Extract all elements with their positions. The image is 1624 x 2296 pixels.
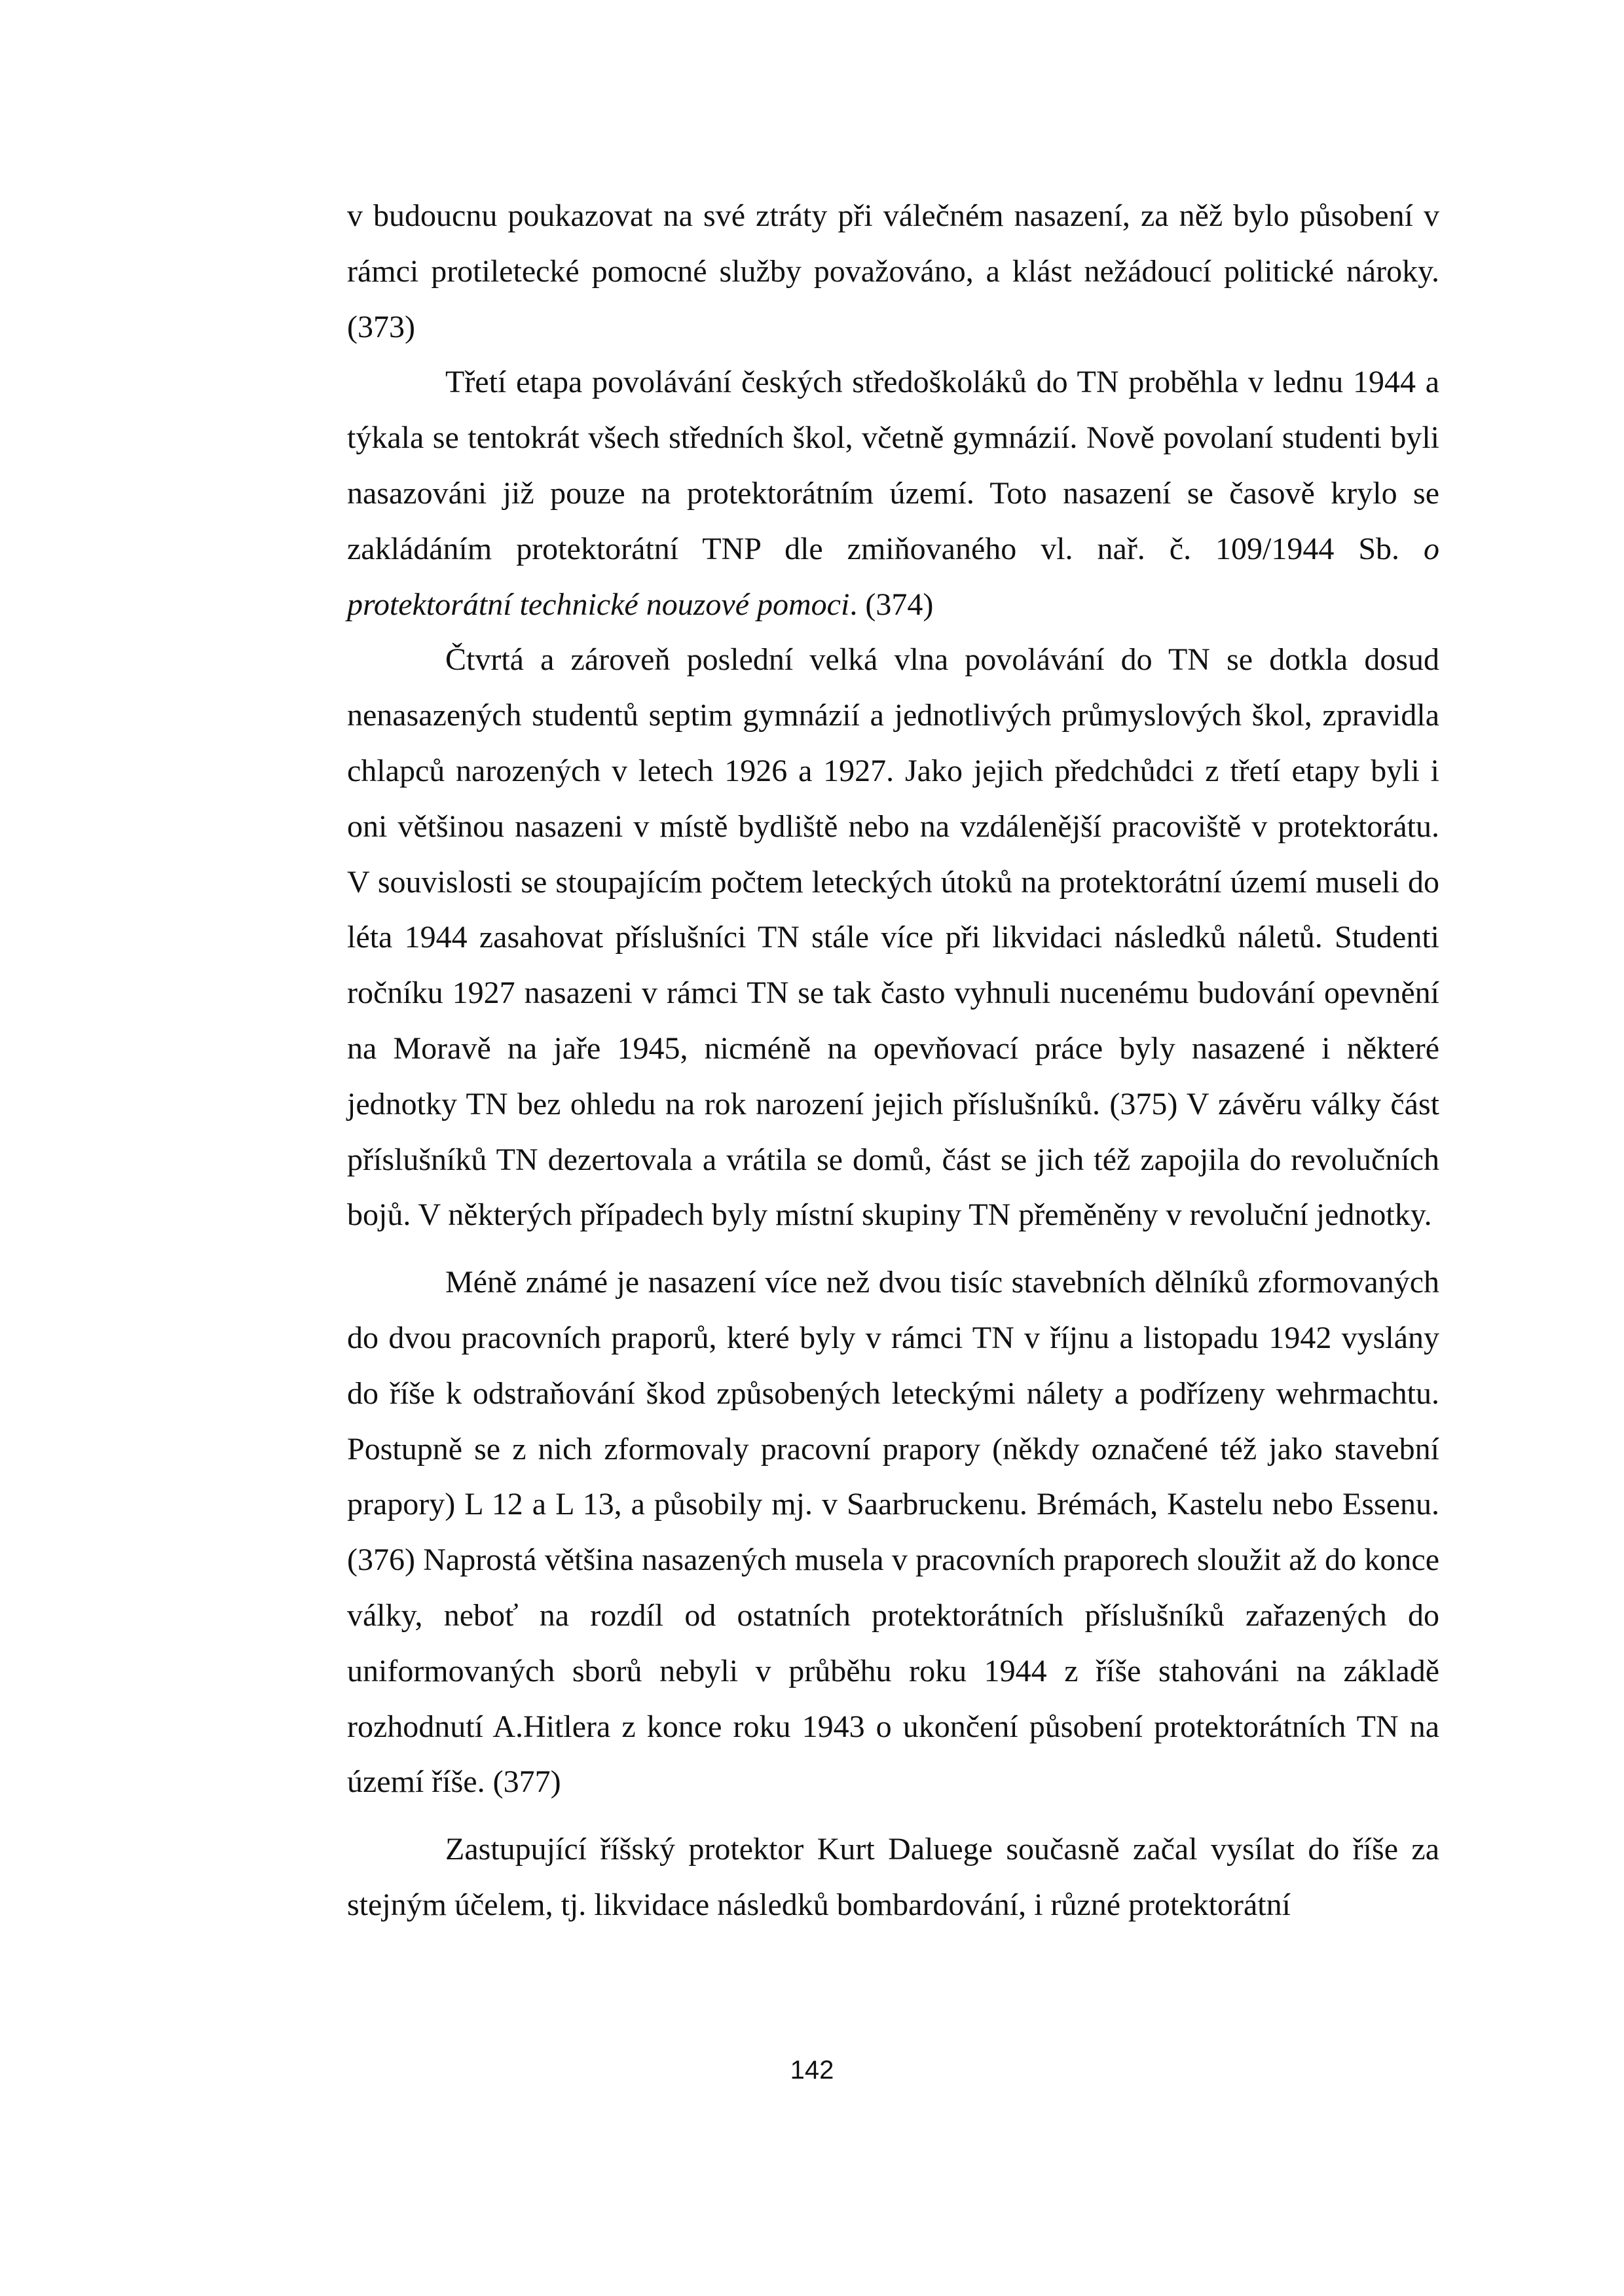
paragraph-4 <box>347 1255 1439 1810</box>
paragraph-1 <box>347 189 1439 355</box>
paragraph-1-text: v budoucnu poukazovat na své ztráty při válečném nasazení, za něž bylo působení v rámci protiletecké pomocné služby považováno, a klást nežádoucí politické nároky. (373) <box>347 198 1439 344</box>
paragraph-3 <box>347 632 1439 1243</box>
paragraph-2 <box>347 355 1439 632</box>
page-body <box>347 189 1439 1933</box>
paragraph-2-italic-title: o protektorátní technické nouzové pomoci <box>347 531 1439 622</box>
paragraph-3-text: Čtvrtá a zároveň poslední velká vlna povolávání do TN se dotkla dosud nenasazených studentů septim gymnázií a jednotlivých průmyslových škol, zpravidla chlapců narozených v letech 1926 a 1927. Jako jejich předchůdci z třetí etapy byli i oni většinou nasazeni v místě bydliště nebo na vzdálenější pracoviště v protektorátu. V souvislosti se stoupajícím počtem leteckých útoků na protektorátní území museli do léta 1944 zasahovat příslušníci TN stále více při likvidaci následků náletů. Studenti ročníku 1927 nasazeni v rámci TN se tak často vyhnuli nucenému budování opevnění na Moravě na jaře 1945, nicméně na opevňovací práce byly nasazené i některé jednotky TN bez ohledu na rok narození jejich příslušníků. (375) V závěru války část příslušníků TN dezertovala a vrátila se domů, část se jich též zapojila do revolučních bojů. V některých případech byly místní skupiny TN přeměněny v revoluční jednotky. <box>347 642 1439 1233</box>
paragraph-4-text: Méně známé je nasazení více než dvou tisíc stavebních dělníků zformovaných do dvou pracovních praporů, které byly v rámci TN v říjnu a listopadu 1942 vyslány do říše k odstraňování škod způsobených leteckými nálety a podřízeny wehrmachtu. Postupně se z nich zformovaly pracovní prapory (někdy označené též jako stavební prapory) L 12 a L 13, a působily mj. v Saarbruckenu. Brémách, Kastelu nebo Essenu.(376) Naprostá většina nasazených musela v pracovních praporech sloužit až do konce války, neboť na rozdíl od ostatních protektorátních příslušníků zařazených do uniformovaných sborů nebyli v průběhu roku 1944 z říše stahováni na základě rozhodnutí A.Hitlera z konce roku 1943 o ukončení působení protektorátních TN na území říše. (377) <box>347 1265 1439 1800</box>
paragraph-5-text: Zastupující říšský protektor Kurt Daluege současně začal vysílat do říše za stejným účelem, tj. likvidace následků bombardování, i různé protektorátní <box>347 1832 1439 1922</box>
paragraph-2-citation: . (374) <box>849 587 934 622</box>
page-number: 142 <box>790 2056 834 2085</box>
paragraph-2-text: Třetí etapa povolávání českých středoškoláků do TN proběhla v lednu 1944 a týkala se tentokrát všech středních škol, včetně gymnázií. Nově povolaní studenti byli nasazováni již pouze na protektorátním území. Toto nasazení se časově krylo se zakládáním protektorátní TNP dle zmiňovaného vl. nař. č. 109/1944 Sb. <box>347 365 1439 566</box>
paragraph-5 <box>347 1822 1439 1933</box>
